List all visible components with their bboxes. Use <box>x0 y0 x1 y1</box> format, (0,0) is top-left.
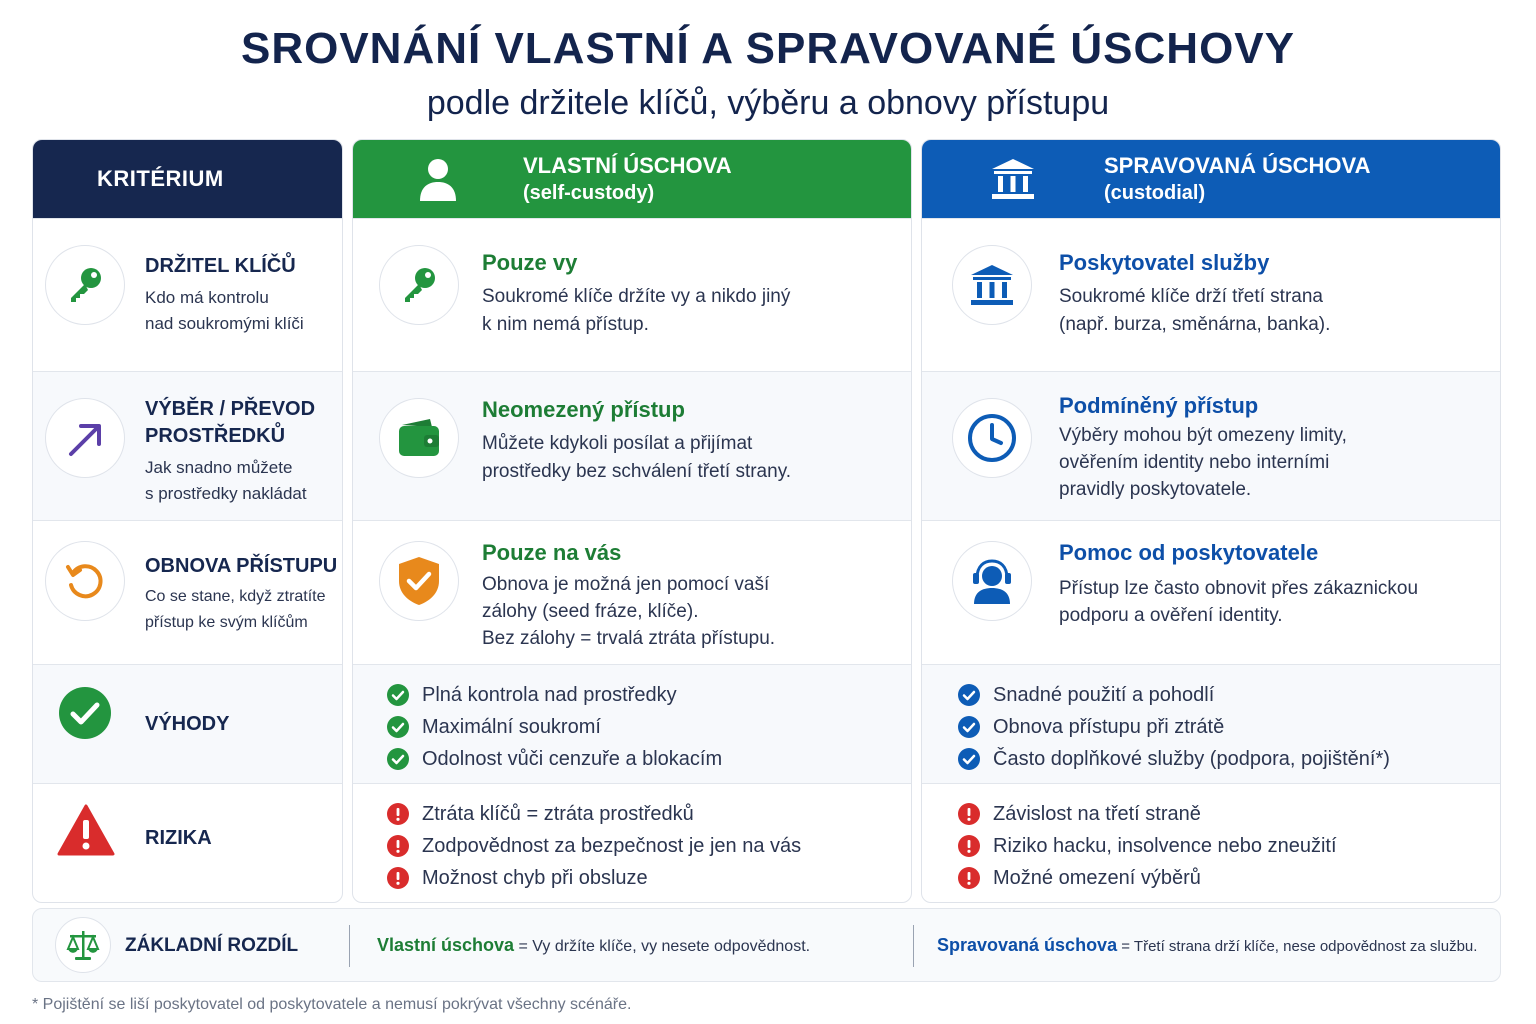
criterion-withdraw <box>33 371 342 520</box>
self-pros-list <box>387 679 722 775</box>
wallet-icon <box>379 398 459 478</box>
list-item: Možnost chyb při obsluze <box>387 862 801 894</box>
check-circle-icon <box>387 716 409 738</box>
cell-title: Pouze na vás <box>482 540 622 565</box>
custodial-cons-list <box>958 798 1337 894</box>
cell-desc: Můžete kdykoli posílat a přijímat <box>482 433 753 454</box>
criterion-desc: Co se stane, když ztratíte <box>145 588 326 605</box>
list-item: Ztráta klíčů = ztráta prostředků <box>387 798 801 830</box>
custodial-column <box>921 139 1501 903</box>
criterion-desc: Kdo má kontrolu <box>145 288 269 307</box>
cell-desc: (např. burza, směnárna, banka). <box>1059 314 1331 335</box>
alert-circle-icon <box>387 867 409 889</box>
check-circle-icon <box>958 748 980 770</box>
custodial-subtitle: (custodial) <box>1104 182 1206 204</box>
divider <box>349 925 350 967</box>
cell-title: Pouze vy <box>482 250 578 275</box>
alert-circle-icon <box>387 803 409 825</box>
self-cons-cell <box>353 783 911 903</box>
alert-circle-icon <box>958 803 980 825</box>
key-icon <box>379 245 459 325</box>
custodial-cons-cell <box>922 783 1500 903</box>
cell-desc: pravidly poskytovatele. <box>1059 479 1252 500</box>
page-subtitle: podle držitele klíčů, výběru a obnovy přístupu <box>426 84 1110 122</box>
custodial-header <box>922 140 1500 218</box>
criterion-title: VÝBĚR / PŘEVOD <box>145 398 316 420</box>
self-pros-cell <box>353 664 911 783</box>
clock-icon <box>952 398 1032 478</box>
criterion-cons <box>33 783 342 903</box>
cell-desc: k nim nemá přístup. <box>482 314 649 335</box>
check-circle-icon <box>387 748 409 770</box>
self-recovery-cell <box>353 520 911 664</box>
summary-cust-text: = Třetí strana drží klíče, nese odpovědnost za službu. <box>1121 938 1478 955</box>
criterion-title: RIZIKA <box>145 827 212 849</box>
custodial-recovery-cell <box>922 520 1500 664</box>
self-custody-title: VLASTNÍ ÚSCHOVA <box>523 153 732 178</box>
page-title: SROVNÁNÍ VLASTNÍ A SPRAVOVANÉ ÚSCHOVY <box>240 24 1295 73</box>
summary-self-text: = Vy držíte klíče, vy nesete odpovědnost. <box>518 938 811 955</box>
cell-title: Pomoc od poskytovatele <box>1059 540 1319 565</box>
criterion-keys <box>33 218 342 371</box>
cell-title: Poskytovatel služby <box>1059 250 1270 275</box>
cell-title: Neomezený přístup <box>482 397 685 422</box>
summary-bar <box>32 908 1501 982</box>
cell-desc: zálohy (seed fráze, klíče). <box>482 601 699 622</box>
custodial-title: SPRAVOVANÁ ÚSCHOVA <box>1104 153 1371 178</box>
criterion-title: OBNOVA PŘÍSTUPU <box>145 555 338 577</box>
check-circle-icon <box>958 684 980 706</box>
custodial-keys-cell <box>922 218 1500 371</box>
cell-desc: Soukromé klíče držíte vy a nikdo jiný <box>482 286 791 307</box>
check-circle-icon <box>387 684 409 706</box>
cell-desc: Výběry mohou být omezeny limity, <box>1059 425 1347 446</box>
shield-icon <box>379 541 459 621</box>
warning-icon <box>57 804 115 861</box>
self-custody-subtitle: (self-custody) <box>523 182 655 204</box>
cell-desc: ověřením identity nebo interními <box>1059 452 1330 473</box>
list-item: Obnova přístupu při ztrátě <box>958 711 1390 743</box>
summary-label: ZÁKLADNÍ ROZDÍL <box>125 935 299 956</box>
cell-desc: Soukromé klíče drží třetí strana <box>1059 286 1323 307</box>
user-icon <box>353 157 523 201</box>
list-item: Riziko hacku, insolvence nebo zneužití <box>958 830 1337 862</box>
list-item: Snadné použití a pohodlí <box>958 679 1390 711</box>
list-item: Možné omezení výběrů <box>958 862 1337 894</box>
restore-icon <box>45 541 125 621</box>
self-keys-cell <box>353 218 911 371</box>
criterion-title: DRŽITEL KLÍČŮ <box>145 255 296 277</box>
cell-desc: prostředky bez schválení třetí strany. <box>482 461 792 482</box>
summary-self-name: Vlastní úschova <box>377 935 515 955</box>
criterion-desc: s prostředky nakládat <box>145 484 307 503</box>
arrow-up-right-icon <box>45 398 125 478</box>
key-icon <box>45 245 125 325</box>
criterion-desc: nad soukromými klíči <box>145 314 304 333</box>
summary-custodial <box>937 935 1477 956</box>
list-item: Zodpovědnost za bezpečnost je jen na vás <box>387 830 801 862</box>
cell-desc: Přístup lze často obnovit přes zákaznickou <box>1059 578 1419 599</box>
list-item: Maximální soukromí <box>387 711 722 743</box>
criterion-title: VÝHODY <box>145 713 230 735</box>
criterion-desc: přístup ke svým klíčům <box>145 614 308 631</box>
list-item: Plná kontrola nad prostředky <box>387 679 722 711</box>
self-cons-list <box>387 798 801 894</box>
list-item: Závislost na třetí straně <box>958 798 1337 830</box>
headset-icon <box>952 541 1032 621</box>
self-custody-header <box>353 140 911 218</box>
criterion-pros <box>33 664 342 783</box>
list-item: Často doplňkové služby (podpora, pojištění*) <box>958 743 1390 775</box>
self-custody-column <box>352 139 912 903</box>
cell-title: Podmíněný přístup <box>1059 393 1259 418</box>
criterion-recovery <box>33 520 342 664</box>
scale-icon <box>55 917 111 973</box>
criterion-desc: Jak snadno můžete <box>145 458 293 477</box>
divider <box>913 925 914 967</box>
custodial-withdraw-cell <box>922 371 1500 520</box>
cell-desc: podporu a ověření identity. <box>1059 605 1283 626</box>
alert-circle-icon <box>958 835 980 857</box>
check-circle-icon <box>59 687 111 744</box>
criterion-header: KRITÉRIUM <box>33 140 342 218</box>
bank-icon <box>922 157 1104 201</box>
footnote: * Pojištění se liší poskytovatel od poskytovatele a nemusí pokrývat všechny scénáře. <box>32 996 632 1013</box>
custodial-pros-cell <box>922 664 1500 783</box>
list-item: Odolnost vůči cenzuře a blokacím <box>387 743 722 775</box>
alert-circle-icon <box>958 867 980 889</box>
summary-cust-name: Spravovaná úschova <box>937 935 1118 955</box>
custodial-pros-list <box>958 679 1390 775</box>
bank-icon <box>952 245 1032 325</box>
criterion-column <box>32 139 343 903</box>
cell-desc: Obnova je možná jen pomocí vaší <box>482 574 770 595</box>
check-circle-icon <box>958 716 980 738</box>
alert-circle-icon <box>387 835 409 857</box>
cell-desc: Bez zálohy = trvalá ztráta přístupu. <box>482 628 776 649</box>
self-withdraw-cell <box>353 371 911 520</box>
summary-self <box>377 935 810 956</box>
criterion-title: PROSTŘEDKŮ <box>145 425 286 447</box>
